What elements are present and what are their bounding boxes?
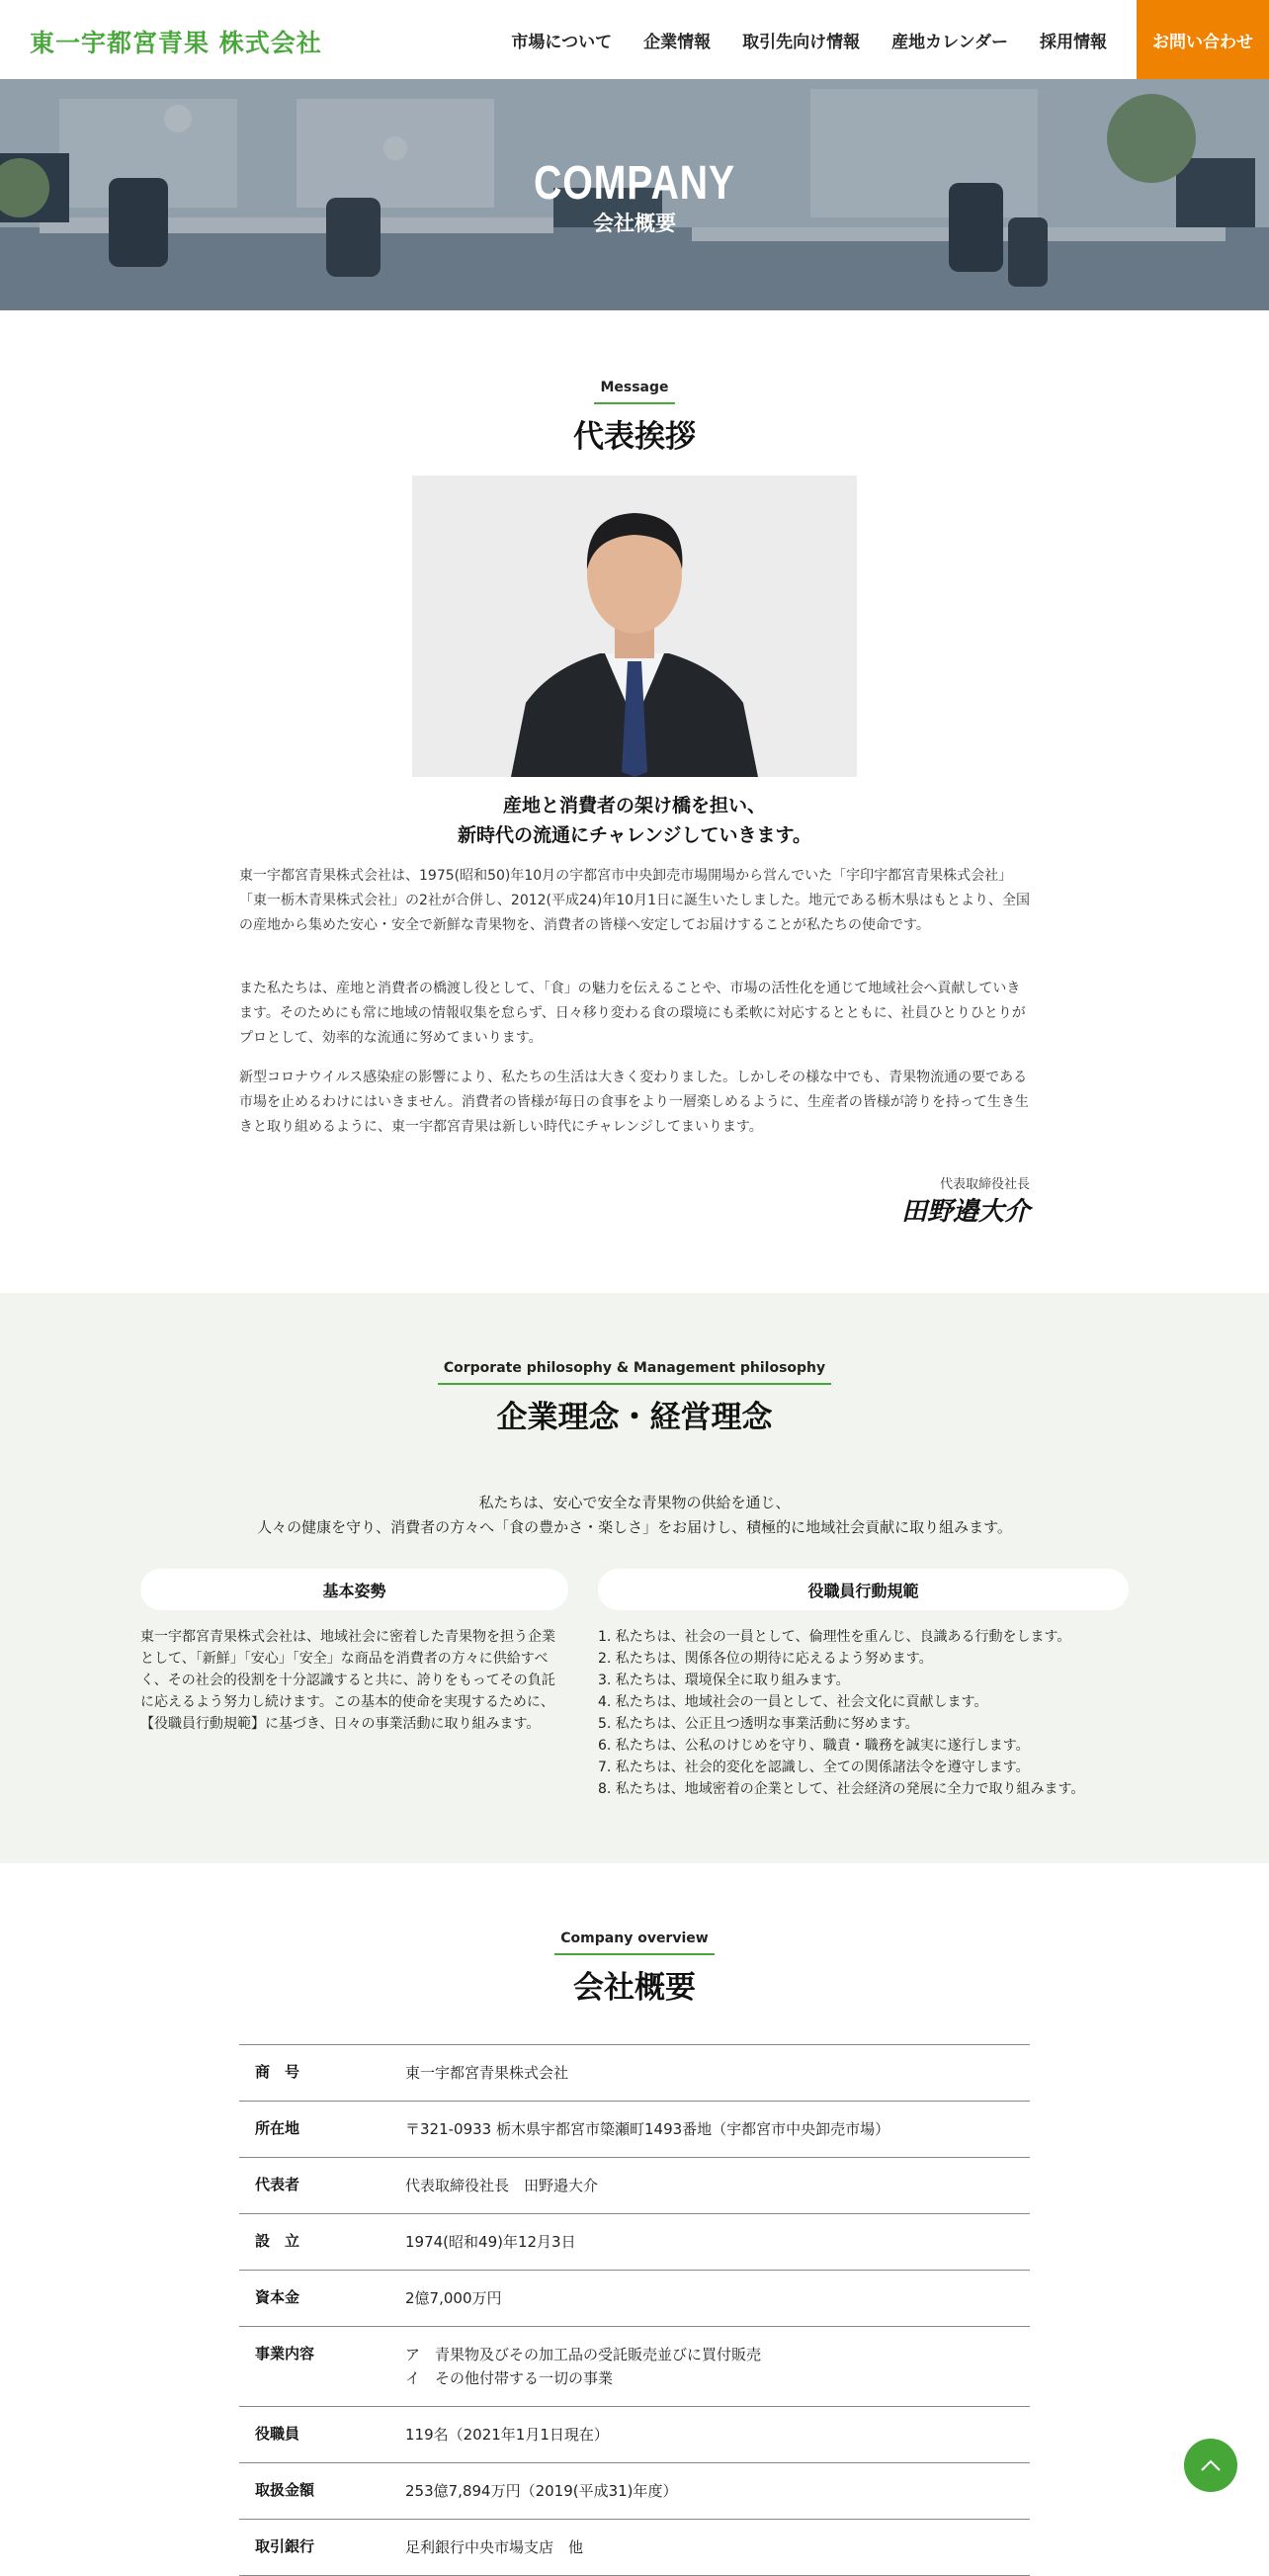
conduct-list bbox=[598, 1626, 1132, 1800]
table-row bbox=[239, 2158, 1030, 2214]
row-label: 所在地 bbox=[239, 2102, 389, 2157]
row-value: 足利銀行中央市場支店 他 bbox=[405, 2538, 584, 2556]
nav-item-partners[interactable]: 取引先向け情報 bbox=[742, 32, 861, 52]
page-title-en: COMPANY bbox=[533, 157, 736, 210]
company-overview-table bbox=[239, 2044, 1030, 2576]
list-item: 6. 私たちは、公私のけじめを守り、職責・職務を誠実に遂行します。 bbox=[598, 1738, 1030, 1754]
table-row bbox=[239, 2271, 1030, 2327]
stance-heading: 基本姿勢 bbox=[140, 1569, 568, 1610]
row-label: 取扱金額 bbox=[239, 2463, 389, 2519]
row-label: 事業内容 bbox=[239, 2327, 389, 2406]
row-value: 東一宇都宮青果株式会社 bbox=[405, 2064, 569, 2082]
scroll-top-button[interactable] bbox=[1184, 2439, 1237, 2492]
row-label: 資本金 bbox=[239, 2271, 389, 2326]
chevron-up-icon bbox=[1200, 2458, 1222, 2472]
list-item: 5. 私たちは、公正且つ透明な事業活動に努めます。 bbox=[598, 1716, 919, 1732]
message-paragraph: 新型コロナウイルス感染症の影響により、私たちの生活は大きく変わりました。しかしその様な中でも、青果物流通の要である市場を止めるわけにはいきません。消費者の皆様が毎日の食事をより一層楽しめるように、生産者の皆様が誇りを持って生き生きと取り組めるように、東一宇都宮青果は新しい時代にチャレンジしてまいります。 bbox=[239, 1070, 1029, 1135]
signature-title: 代表取締役社長 bbox=[939, 1177, 1030, 1192]
nav-item-market[interactable]: 市場について bbox=[511, 32, 613, 52]
page-title: 会社概要 bbox=[593, 212, 676, 235]
row-label: 商 号 bbox=[239, 2045, 389, 2101]
message-paragraph: 東一宇都宮青果株式会社は、1975(昭和50)年10月の宇都宮市中央卸売市場開場から営んでいた「宇印宇都宮青果株式会社」「東一栃木青果株式会社」の2社が合併し、2012(平成24)年10月1日に誕生いたしました。地元である栃木県はもとより、全国の産地から集めた安心・安全で新鮮な青果物を、消費者の皆様へ安定してお届けすることが私たちの使命です。 bbox=[239, 868, 1030, 933]
president-photo bbox=[412, 475, 857, 777]
row-label: 代表者 bbox=[239, 2158, 389, 2213]
message-heading: 代表挨拶 bbox=[573, 419, 696, 455]
table-row bbox=[239, 2045, 1030, 2102]
philosophy-heading: 企業理念・経営理念 bbox=[496, 1400, 773, 1435]
nav-item-company[interactable]: 企業情報 bbox=[643, 32, 712, 52]
table-row bbox=[239, 2327, 1030, 2407]
list-item: 4. 私たちは、地域社会の一員として、社会文化に貢献します。 bbox=[598, 1694, 988, 1710]
row-value: ア 青果物及びその加工品の受託販売並びに買付販売 イ その他付帯する一切の事業 bbox=[405, 2346, 762, 2387]
row-label: 役職員 bbox=[239, 2407, 389, 2462]
list-item: 3. 私たちは、環境保全に取り組みます。 bbox=[598, 1673, 850, 1688]
row-value: 代表取締役社長 田野邉大介 bbox=[405, 2177, 599, 2194]
signature-name: 田野邉大介 bbox=[900, 1197, 1030, 1227]
message-paragraph: また私たちは、産地と消費者の橋渡し役として、「食」の魅力を伝えることや、市場の活性化を通じて地域社会へ貢献していきます。そのためにも常に地域の情報収集を怠らず、日々移り変わる食の環境にも柔軟に対応するとともに、社員ひとりひとりがプロとして、効率的な流通に努めてまいります。 bbox=[239, 981, 1026, 1046]
overview-heading: 会社概要 bbox=[573, 1970, 696, 2006]
row-value: 〒321-0933 栃木県宇都宮市簗瀬町1493番地（宇都宮市中央卸売市場） bbox=[405, 2120, 890, 2138]
row-value: 2億7,000万円 bbox=[405, 2289, 502, 2307]
hero-banner bbox=[0, 79, 1269, 310]
list-item: 8. 私たちは、地域密着の企業として、社会経済の発展に全力で取り組みます。 bbox=[598, 1781, 1085, 1797]
row-label: 設 立 bbox=[239, 2214, 389, 2270]
table-row bbox=[239, 2407, 1030, 2463]
conduct-heading: 役職員行動規範 bbox=[598, 1569, 1129, 1610]
table-row bbox=[239, 2102, 1030, 2158]
message-catchcopy: 産地と消費者の架け橋を担い、 新時代の流通にチャレンジしていきます。 bbox=[458, 795, 811, 846]
table-row bbox=[239, 2463, 1030, 2520]
table-row bbox=[239, 2214, 1030, 2271]
site-header bbox=[0, 0, 1269, 79]
row-value: 1974(昭和49)年12月3日 bbox=[405, 2233, 576, 2251]
list-item: 2. 私たちは、関係各位の期待に応えるよう努めます。 bbox=[598, 1651, 933, 1667]
list-item: 1. 私たちは、社会の一員として、倫理性を重んじ、良識ある行動をします。 bbox=[598, 1629, 1071, 1645]
row-value: 253億7,894万円（2019(平成31)年度） bbox=[405, 2482, 678, 2500]
table-row bbox=[239, 2520, 1030, 2576]
row-label: 取引銀行 bbox=[239, 2520, 389, 2575]
list-item: 7. 私たちは、社会的変化を認識し、全ての関係諸法令を遵守します。 bbox=[598, 1760, 1030, 1775]
global-nav bbox=[511, 0, 1107, 79]
message-label: Message bbox=[0, 380, 1269, 404]
row-value: 119名（2021年1月1日現在） bbox=[405, 2426, 609, 2444]
philosophy-label: Corporate philosophy & Management philosophy bbox=[0, 1360, 1269, 1385]
nav-item-recruit[interactable]: 採用情報 bbox=[1040, 32, 1107, 52]
site-logo[interactable]: 東一宇都宮青果 株式会社 bbox=[30, 29, 322, 57]
nav-item-calendar[interactable]: 産地カレンダー bbox=[891, 32, 1008, 52]
contact-button[interactable]: お問い合わせ bbox=[1137, 0, 1269, 79]
philosophy-lead: 私たちは、安心で安全な青果物の供給を通じ、 人々の健康を守り、消費者の方々へ「食の豊かさ・楽しさ」をお届けし、積極的に地域社会貢献に取り組みます。 bbox=[257, 1494, 1012, 1536]
overview-label: Company overview bbox=[0, 1931, 1269, 1955]
stance-text: 東一宇都宮青果株式会社は、地域社会に密着した青果物を担う企業として、「新鮮」「安心」「安全」な商品を消費者の方々に供給すべく、その社会的役割を十分認識すると共に、誇りをもってその負託に応えるよう努力し続けます。この基本的使命を実現するために、【役職員行動規範】に基づき、日々の事業活動に取り組みます。 bbox=[140, 1629, 555, 1732]
